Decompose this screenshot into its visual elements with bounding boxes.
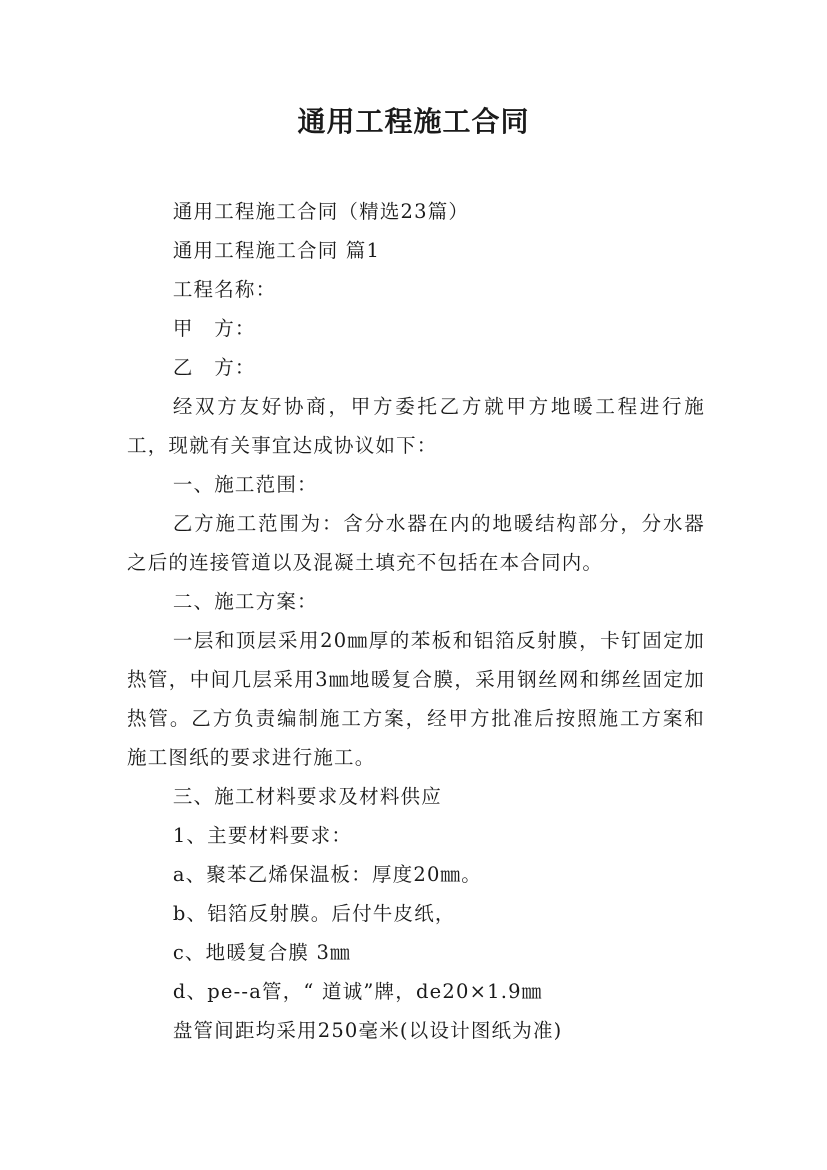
document-title: 通用工程施工合同 <box>297 105 530 138</box>
paragraph-project-name: 工程名称： <box>172 278 277 301</box>
paragraph-subtitle: 通用工程施工合同（精选23篇） <box>172 200 470 223</box>
paragraph-material-d: d、pe--a管，“ 道诚”牌，de20×1.9㎜ <box>172 980 543 1003</box>
paragraph-main-materials: 1、主要材料要求： <box>172 824 353 847</box>
paragraph-section-heading: 通用工程施工合同 篇1 <box>172 239 381 262</box>
paragraph-party-b: 乙 方： <box>172 356 256 379</box>
paragraph-scope: 乙方施工范围为：含分水器在内的地暖结构部分，分水器之后的连接管道以及混凝土填充不包括在本合同内。 <box>127 512 705 574</box>
paragraph-pipe-spacing: 盘管间距均采用250毫米(以设计图纸为准) <box>172 1019 563 1042</box>
paragraph-agreement-intro: 经双方友好协商，甲方委托乙方就甲方地暖工程进行施工，现就有关事宜达成协议如下： <box>127 395 705 457</box>
paragraph-material-b: b、铝箔反射膜。后付牛皮纸， <box>172 902 456 925</box>
paragraph-material-a: a、聚苯乙烯保温板：厚度20㎜。 <box>172 863 482 886</box>
paragraph-party-a: 甲 方： <box>172 317 256 340</box>
paragraph-material-c: c、地暖复合膜 3㎜ <box>172 941 351 964</box>
paragraph-plan: 一层和顶层采用20㎜厚的苯板和铝箔反射膜，卡钉固定加热管，中间几层采用3㎜地暖复合膜，采用钢丝网和绑丝固定加热管。乙方负责编制施工方案，经甲方批准后按照施工方案和施工图纸的要求进行施工。 <box>127 629 705 769</box>
paragraph-heading-plan: 二、施工方案： <box>172 590 318 613</box>
paragraph-heading-scope: 一、施工范围： <box>172 473 318 496</box>
document-body <box>127 192 705 1050</box>
paragraph-heading-materials: 三、施工材料要求及材料供应 <box>172 785 442 808</box>
